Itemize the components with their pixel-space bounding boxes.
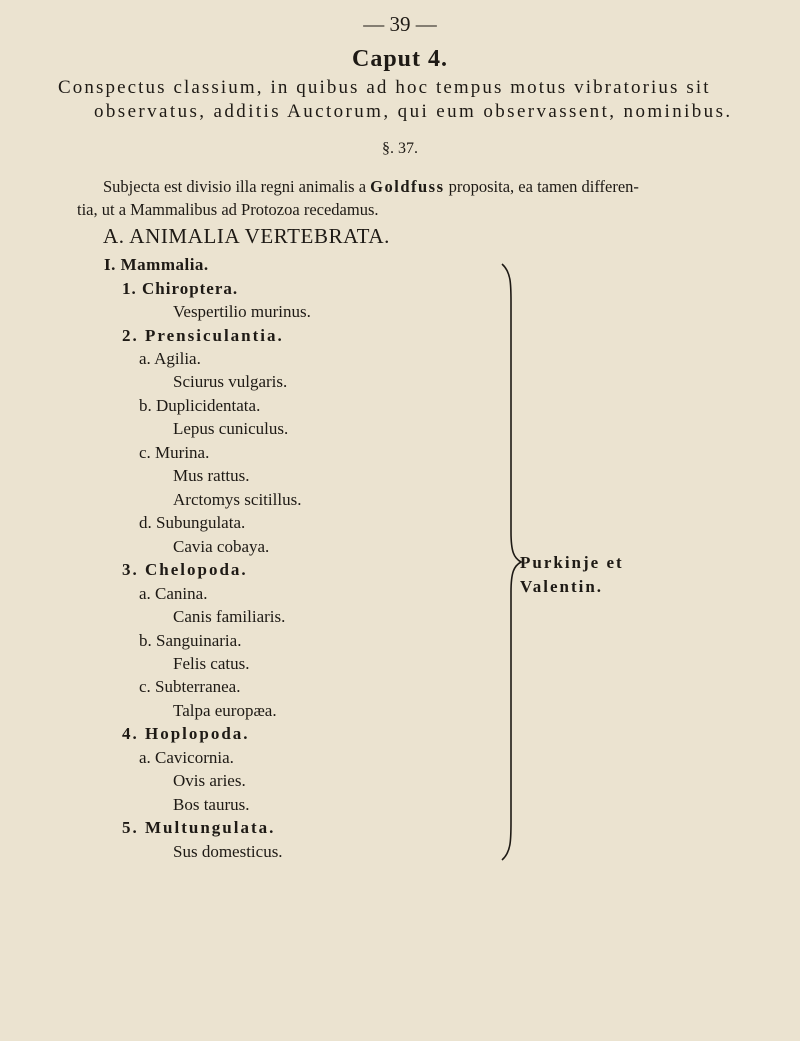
intro-line: observatus, additis Auctorum, qui eum observassent, nominibus. [94,101,733,122]
species-talpa: Talpa europæa. [173,701,277,720]
species-sciurus: Sciurus vulgaris. [173,372,288,391]
species-bos: Bos taurus. [173,795,250,814]
heading-mammalia: I. Mammalia. [104,255,209,274]
species-sus: Sus domesticus. [173,842,283,861]
authors-attribution [520,551,624,599]
page-number: — 39 — [363,12,437,36]
order-prensiculantia: 2. Prensiculantia. [122,326,284,345]
family-sanguinaria: b. Sanguinaria. [139,631,242,650]
family-cavicornia: a. Cavicornia. [139,748,234,767]
family-duplicidentata: b. Duplicidentata. [139,396,261,415]
family-subungulata: d. Subungulata. [139,513,246,532]
species-vespertilio: Vespertilio murinus. [173,302,311,321]
paragraph-line [103,177,639,197]
author-name: Goldfuss [370,177,445,196]
family-agilia: a. Agilia. [139,349,201,368]
order-multungulata: 5. Multungulata. [122,818,276,837]
author-line: Purkinje et [520,553,624,572]
family-subterranea: c. Subterranea. [139,677,241,696]
species-mus: Mus rattus. [173,466,250,485]
paragraph-line: tia, ut a Mammalibus ad Protozoa recedamus. [77,200,379,219]
order-chiroptera: 1. Chiroptera. [122,279,239,298]
family-murina: c. Murina. [139,443,210,462]
species-cavia: Cavia cobaya. [173,537,270,556]
species-ovis: Ovis aries. [173,771,246,790]
intro-line: Conspectus classium, in quibus ad hoc tempus motus vibratorius sit [58,77,711,98]
species-felis: Felis catus. [173,654,250,673]
section-number: §. 37. [382,140,418,157]
order-chelopoda: 3. Chelopoda. [122,560,248,579]
heading-vertebrata: A. ANIMALIA VERTEBRATA. [103,224,390,248]
paragraph-text: Subjecta est divisio illa regni animalis a [103,177,371,196]
family-canina: a. Canina. [139,584,208,603]
author-line: Valentin. [520,577,604,596]
chapter-heading: Caput 4. [351,46,449,72]
paragraph-text: proposita, ea tamen differen- [444,177,639,196]
order-hoplopoda: 4. Hoplopoda. [122,724,250,743]
species-lepus: Lepus cuniculus. [173,419,289,438]
species-canis: Canis familiaris. [173,607,286,626]
species-arctomys: Arctomys scitillus. [173,490,302,509]
